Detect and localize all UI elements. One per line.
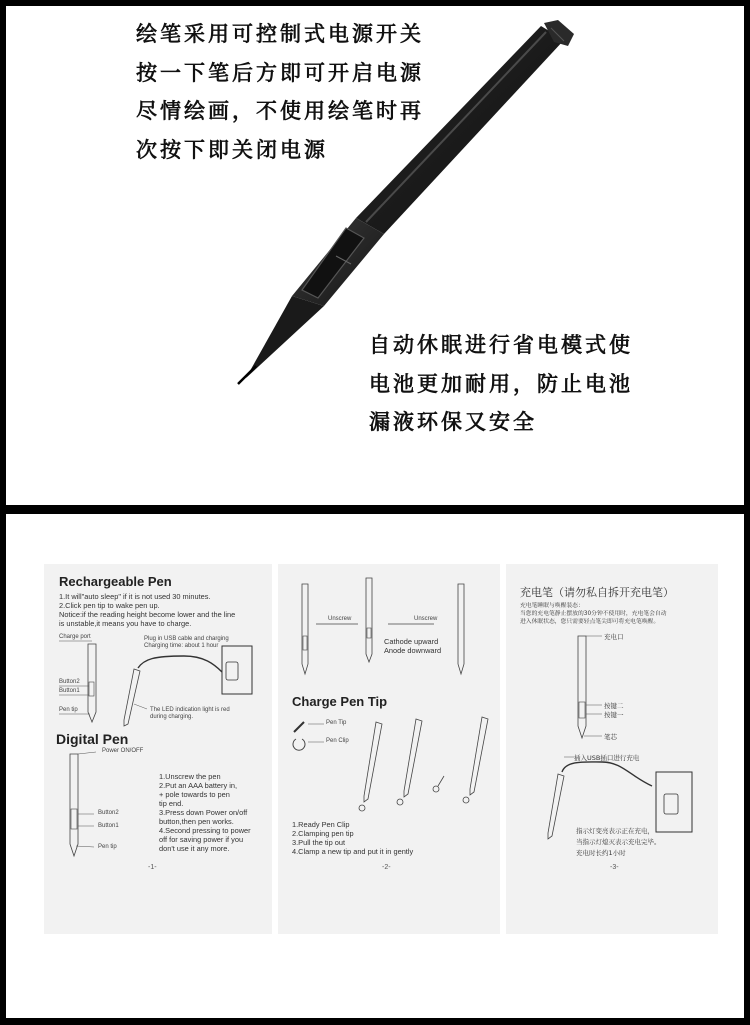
led-cn-notes: 指示灯变亮表示正在充电， 当指示灯熄灭表示充电完毕。 充电时长约1小时 xyxy=(576,827,661,857)
label-charging-time: Charging time: about 1 hour xyxy=(144,643,219,649)
label-unscrew-1: Unscrew xyxy=(328,616,352,622)
digital-pen-steps: 1.Unscrew the pen 2.Put an AAA battery in, + pole towards to pen tip end. 3.Press down Power on/off button,then pen works. 4.Second pressing to power off for saving power if you don't use it any more. xyxy=(159,772,251,853)
label-digital-pen-tip: Pen tip xyxy=(98,844,117,850)
label-cn-usb: 插入USB插口进行充电 xyxy=(574,754,640,762)
rechargeable-pen-cn-title: 充电笔（请勿私自拆开充电笔） xyxy=(520,586,674,599)
pen-nib xyxy=(238,366,256,384)
label-led-2: during charging. xyxy=(150,714,194,720)
label-button2: Button2 xyxy=(59,679,80,685)
label-unscrew-2: Unscrew xyxy=(414,616,438,622)
manual-page-2 xyxy=(278,564,500,934)
label-power: Power ON/OFF xyxy=(102,748,144,754)
charge-pen-tip-title: Charge Pen Tip xyxy=(292,694,388,709)
manual-photo xyxy=(6,514,744,1018)
label-cathode: Cathode upward xyxy=(384,637,439,646)
label-usb-plug: Plug in USB cable and charging xyxy=(144,636,229,642)
page-number-3: -3- xyxy=(610,864,619,871)
label-digital-button2: Button2 xyxy=(98,810,119,816)
label-cn-btn1: 按键一 xyxy=(604,711,624,719)
label-pen-clip: Pen Clip xyxy=(326,738,349,744)
cn-pen-diagram xyxy=(506,564,718,934)
label-pen-tip: Pen tip xyxy=(59,707,78,713)
page-number-1: -1- xyxy=(148,864,157,871)
digital-pen-title: Digital Pen xyxy=(56,731,129,747)
label-digital-button1: Button1 xyxy=(98,823,119,829)
label-pen-tip-part: Pen Tip xyxy=(326,720,347,726)
label-cn-tip: 笔芯 xyxy=(604,733,617,741)
feature-text-power-switch: 绘笔采用可控制式电源开关 按一下笔后方即可开启电源 尽情绘画，不使用绘笔时再 次按下即关闭电源 xyxy=(136,22,424,162)
pen-tip-steps: 1.Ready Pen Clip 2.Clamping pen tip 3.Pull the tip out 4.Clamp a new tip and put it in gently xyxy=(292,820,414,856)
label-cn-btn2: 按键二 xyxy=(604,702,624,710)
product-banner xyxy=(6,6,744,505)
label-button1: Button1 xyxy=(59,688,80,694)
rechargeable-notes: 1.It will"auto sleep" if it is not used 30 minutes. 2.Click pen tip to wake pen up. Notice:if the reading height become lower and the line is unstable,it means you have to charge. xyxy=(59,592,236,628)
digital-pen-diagram xyxy=(44,564,272,934)
pen-cone xyxy=(246,296,324,378)
label-charge-port: Charge port xyxy=(59,634,91,640)
manual-page-3 xyxy=(506,564,718,934)
pen-tip-diagram xyxy=(278,564,500,934)
sleep-wake-notes: 充电笔睡眠与唤醒装态： 当您的充电笔静止摆放的30分钟不使用时，充电笔会自动 进入休眠状态，您只需要轻点笔尖即可将充电笔唤醒。 xyxy=(520,603,667,625)
page-number-2: -2- xyxy=(382,864,391,871)
rechargeable-pen-title: Rechargeable Pen xyxy=(59,574,172,589)
feature-text-auto-sleep: 自动休眠进行省电模式使 电池更加耐用，防止电池 漏液环保又安全 xyxy=(369,333,633,434)
label-led: The LED indication light is red xyxy=(150,707,230,713)
label-cn-port: 充电口 xyxy=(604,633,624,641)
label-anode: Anode downward xyxy=(384,646,442,655)
manual-page-1 xyxy=(44,564,272,934)
